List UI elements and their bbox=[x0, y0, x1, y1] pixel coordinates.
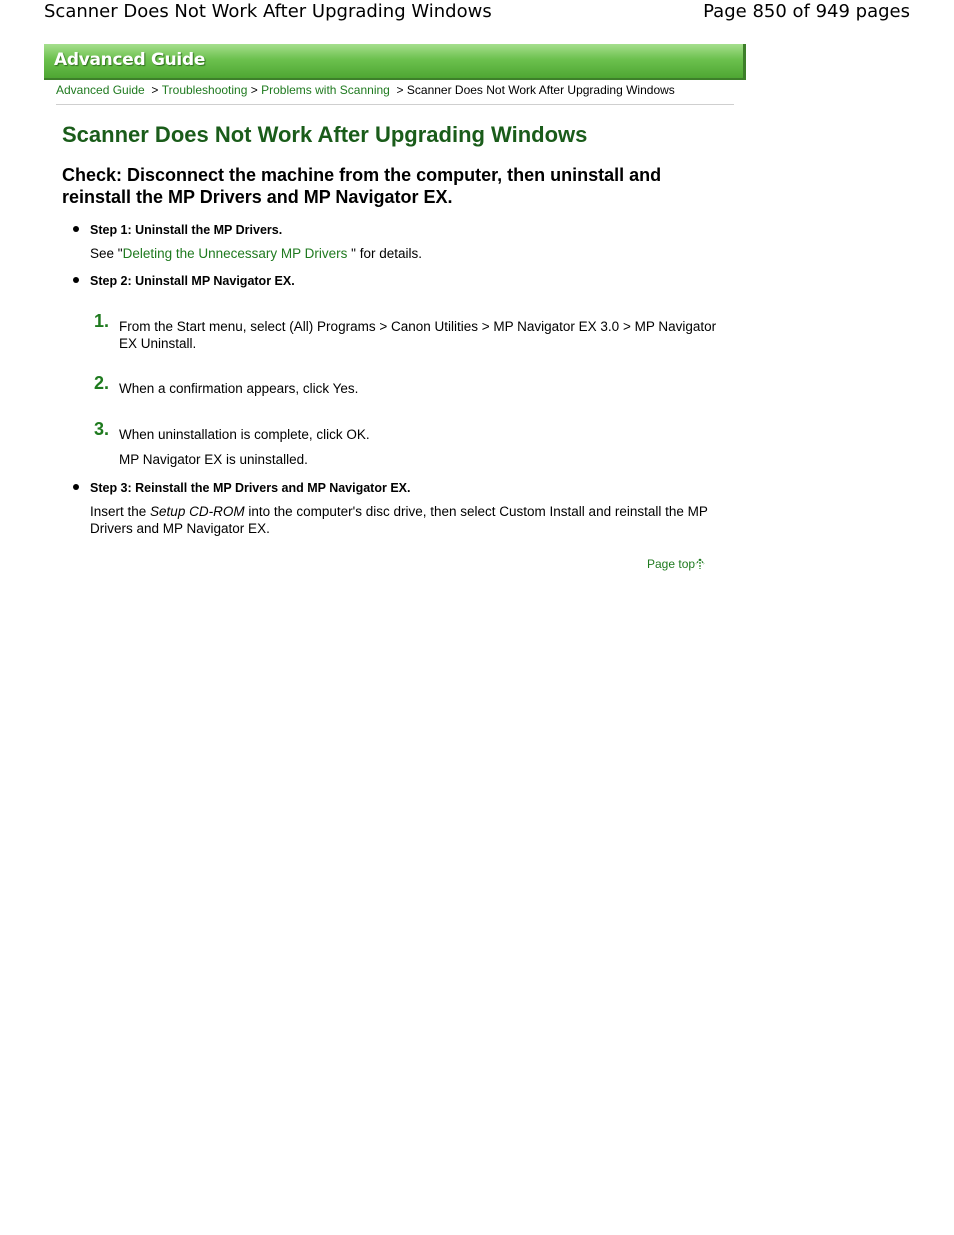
bullet-icon bbox=[73, 277, 79, 283]
page-top-link[interactable] bbox=[647, 557, 705, 571]
document-title: Scanner Does Not Work After Upgrading Windows bbox=[44, 1, 492, 22]
substep-2 bbox=[90, 373, 722, 397]
breadcrumb-link-advanced-guide[interactable]: Advanced Guide bbox=[56, 83, 145, 97]
desc-suffix-text: into the computer's disc drive, then select Custom Install and reinstall the MP Drivers and MP Navigator EX. bbox=[90, 504, 708, 536]
step-1-description bbox=[90, 245, 722, 262]
breadcrumb-separator: > bbox=[151, 83, 159, 97]
page-title: Scanner Does Not Work After Upgrading Windows bbox=[62, 122, 588, 147]
deleting-drivers-link[interactable]: Deleting the Unnecessary MP Drivers bbox=[122, 246, 348, 261]
substep-3 bbox=[90, 419, 722, 468]
substep-text: When a confirmation appears, click Yes. bbox=[119, 381, 359, 396]
breadcrumb bbox=[56, 83, 734, 105]
step-2-title: Step 2: Uninstall MP Navigator EX. bbox=[90, 274, 295, 288]
up-arrow-icon bbox=[695, 558, 705, 570]
breadcrumb-link-problems-with-scanning[interactable]: Problems with Scanning bbox=[261, 83, 390, 97]
setup-cdrom-text: Setup CD-ROM bbox=[150, 504, 245, 519]
page-top-label: Page top bbox=[647, 557, 696, 571]
see-prefix-text: See " bbox=[90, 246, 123, 261]
substep-1 bbox=[90, 311, 722, 352]
substeps-list bbox=[90, 311, 722, 468]
check-heading: Check: Disconnect the machine from the computer, then uninstall and reinstall the MP Drivers and MP Navigator EX. bbox=[62, 165, 662, 207]
banner-label: Advanced Guide bbox=[54, 50, 206, 70]
desc-prefix-text: Insert the bbox=[90, 504, 151, 519]
substep-text: When uninstallation is complete, click OK. bbox=[119, 427, 370, 442]
advanced-guide-banner bbox=[44, 44, 746, 80]
breadcrumb-separator: > bbox=[250, 83, 258, 97]
breadcrumb-link-troubleshooting[interactable]: Troubleshooting bbox=[161, 83, 248, 97]
bullet-icon bbox=[73, 484, 79, 490]
breadcrumb-separator: > bbox=[396, 83, 404, 97]
steps-list bbox=[62, 480, 722, 537]
steps-list bbox=[62, 222, 722, 289]
substep-note: MP Navigator EX is uninstalled. bbox=[119, 452, 308, 467]
substep-number: 2. bbox=[94, 373, 110, 393]
see-suffix-text: " for details. bbox=[347, 246, 422, 261]
page-indicator: Page 850 of 949 pages bbox=[703, 1, 910, 22]
step-3-description bbox=[90, 503, 722, 537]
step-1 bbox=[62, 222, 722, 262]
bullet-icon bbox=[73, 226, 79, 232]
step-3 bbox=[62, 480, 722, 537]
print-header bbox=[0, 0, 954, 28]
step-3-title: Step 3: Reinstall the MP Drivers and MP Navigator EX. bbox=[90, 481, 411, 495]
substep-number: 3. bbox=[94, 419, 110, 439]
breadcrumb-current: Scanner Does Not Work After Upgrading Windows bbox=[406, 83, 675, 97]
main-content bbox=[62, 120, 722, 537]
substep-text: From the Start menu, select (All) Programs > Canon Utilities > MP Navigator EX 3.0 > MP Navigator EX Uninstall. bbox=[119, 319, 717, 351]
substep-number: 1. bbox=[94, 311, 110, 331]
step-2 bbox=[62, 273, 722, 289]
step-1-title: Step 1: Uninstall the MP Drivers. bbox=[90, 223, 283, 237]
